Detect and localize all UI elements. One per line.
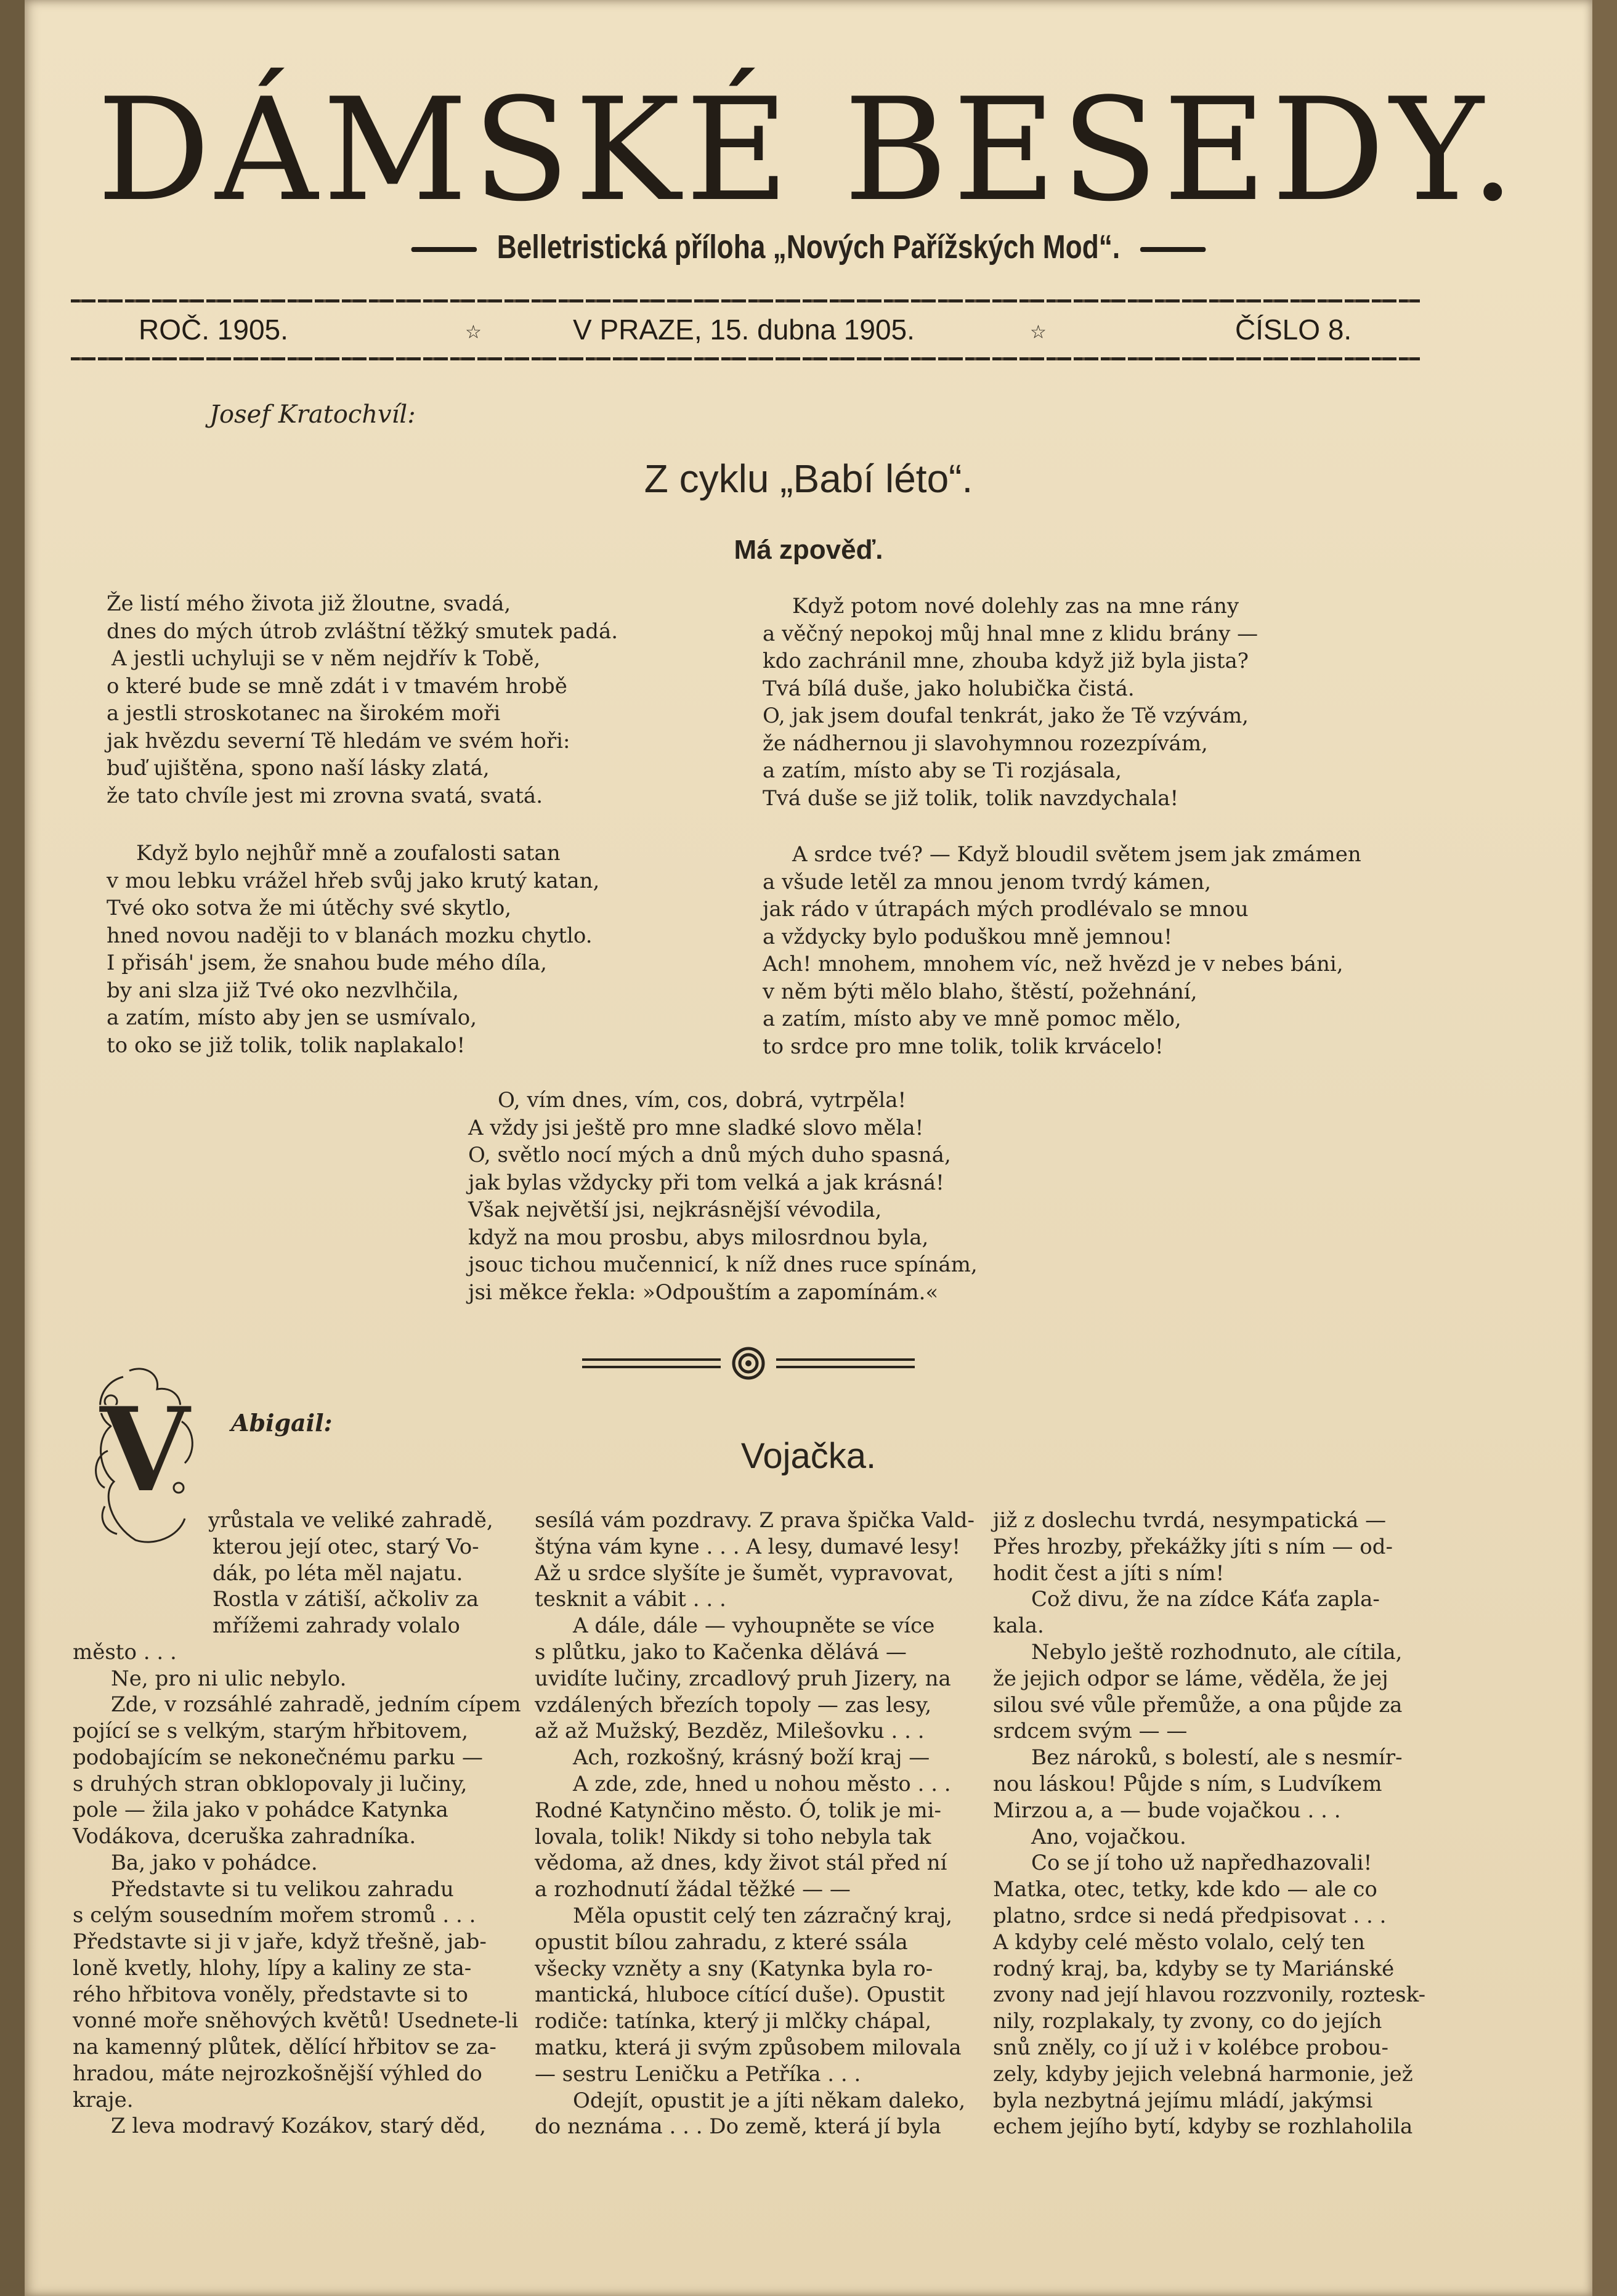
text-line: na kamenný plůtek, dělící hřbitov se za- [73,2035,496,2059]
text-line: Ba, jako v pohádce. [111,1851,318,1875]
text-line: rodný kraj, ba, kdyby se ty Mariánské [993,1956,1395,1981]
text-line: Matka, otec, tetky, kde kdo — ale co [993,1877,1377,1902]
text-line: Bez nároků, s bolestí, ale s nesmír- [1031,1745,1403,1771]
poem-stanza-left-1 [107,590,618,809]
verse-line: o které bude se mně zdát i v tmavém hrobě [107,673,567,699]
text-line: podobajícím se nekonečnému parku — [73,1745,483,1770]
story-column-2 [535,1507,975,2140]
text-line: Z leva modravý Kozákov, starý děd, [111,2114,487,2138]
verse-line: O, jak jsem doufal tenkrát, jako že Tě vzývám, [763,704,1249,728]
verse-line: jsouc tichou mučennicí, k níž dnes ruce spínám, [468,1252,978,1277]
text-line: dák, po léta měl najatu. [213,1561,463,1586]
poem-stanza-right-1 [763,593,1258,812]
text-line: štýna vám kyne . . . A lesy, dumavé lesy! [535,1534,961,1559]
section-divider-ornament [582,1345,915,1382]
issue-year: ROČ. 1905. [139,314,288,346]
top-divider [71,299,1420,302]
verse-line: jak hvězdu severní Tě hledám ve svém hoři: [107,728,570,753]
text-line: A kdyby celé město volalo, celý ten [993,1929,1365,1955]
text-line: sesílá vám pozdravy. Z prava špička Vald- [535,1508,975,1533]
text-line: matku, která ji svým způsobem milovala [535,2035,962,2060]
verse-line: a všude letěl za mnou jenom tvrdý kámen, [763,869,1212,894]
verse-line: v něm býti mělo blaho, štěstí, požehnání, [763,979,1198,1004]
poem-stanza-left-2 [107,840,599,1059]
text-line: hodit čest a jíti s ním! [993,1560,1225,1586]
text-line: tesknit a vábit . . . [535,1587,726,1612]
issue-info-row [0,313,1617,350]
verse-line: a zatím, místo aby se Ti rozjásala, [763,758,1122,783]
text-line: Což divu, že na zídce Káťa zapla- [1031,1587,1380,1612]
text-line: srdcem svým — — [993,1719,1188,1744]
verse-line: hned novou naději to v blanách mozku chytlo. [107,923,593,948]
poem-stanza-right-2 [763,841,1361,1060]
text-line: vědoma, až dnes, kdy život stál před ní [535,1851,947,1876]
story-title: Vojačka. [740,1436,877,1476]
masthead-subtitle: Belletristická příloha „Nových Pařížských Mod“. [496,229,1121,266]
text-line: vonné moře sněhových květů! Usednete-li [73,2008,519,2033]
text-line: Představte si tu velikou zahradu [111,1877,454,1902]
dropcap-letter: V [99,1381,190,1519]
verse-line: O, vím dnes, vím, cos, dobrá, vytrpěla! [498,1088,907,1113]
verse-line: I přisáh' jsem, že snahou bude mého díla, [107,951,547,975]
verse-line: když na mou prosbu, abys milosrdnou byla, [468,1225,929,1250]
text-line: loně kvetly, hlohy, lípy a kaliny ze sta- [73,1956,472,1981]
left-dash-ornament [411,247,477,252]
right-dash-ornament [1140,247,1206,252]
text-line: všecky vzněty a sny (Katynka byla ro- [535,1956,933,1981]
text-line: Vodákova, dceruška zahradníka. [73,1824,416,1849]
poem-title: Z cyklu „Babí léto“. [644,456,973,501]
verse-line: Když bylo nejhůř mně a zoufalosti satan [136,841,561,866]
text-line: kala. [993,1613,1044,1639]
verse-line: A srdce tvé? — Když bloudil světem jsem jak zmámen [792,842,1361,867]
text-line: kraje. [73,2088,134,2112]
text-line: kterou její otec, starý Vo- [213,1535,479,1559]
text-line: opustit bílou zahradu, z které ssála [535,1929,908,1955]
text-line: s druhých stran obklopovaly ji lučiny, [73,1772,468,1796]
text-line: Mirzou a, a — bude vojačkou . . . [993,1798,1341,1823]
text-line: město . . . [73,1640,177,1665]
text-line: A zde, zde, hned u nohou město . . . [573,1771,951,1796]
verse-line: to oko se již tolik, tolik naplakalo! [107,1032,466,1058]
text-line: Odejít, opustit je a jíti někam daleko, [573,2088,966,2113]
star-icon: ☆ [465,322,482,343]
poem-stanza-center [468,1087,978,1306]
text-line: Co se jí toho už napředhazovali! [1031,1851,1372,1876]
text-line: již z doslechu tvrdá, nesympatická — [993,1508,1387,1533]
text-line: že jejich odpor se láme, věděla, že jej [993,1666,1388,1691]
verse-line: že tato chvíle jest mi zrovna svatá, svatá. [107,783,543,808]
verse-line: A vždy jsi ještě pro mne sladké slovo měla! [468,1115,924,1140]
story-author: Abigail: [231,1409,333,1437]
text-line: yrůstala ve veliké zahradě, [208,1508,493,1533]
text-line: Až u srdce slyšíte je šumět, vypravovat, [535,1560,954,1586]
text-line: uvidíte lučiny, zrcadlový pruh Jizery, na [535,1666,951,1691]
text-line: zvony nad její hlavou rozzvonily, roztesk- [993,1982,1426,2008]
text-line: hradou, máte nejrozkošnější výhled do [73,2061,482,2086]
text-line: rodiče: tatínka, který ji mlčky chápal, [535,2009,932,2034]
text-line: Zde, v rozsáhlé zahradě, jedním cípem [111,1692,521,1717]
verse-line: Tvé oko sotva že mi útěchy své skytlo, [107,896,512,920]
text-line: Ach, rozkošný, krásný boží kraj — [573,1745,930,1771]
verse-line: a zatím, místo aby jen se usmívalo, [107,1005,477,1030]
text-line: snů zněly, co jí už i v kolébce probou- [993,2035,1388,2060]
text-line: do neznáma . . . Do země, která jí byla [535,2114,941,2140]
verse-line: a vždycky bylo poduškou mně jemnou! [763,924,1172,949]
verse-line: Ach! mnohem, mnohem víc, než hvězd je v nebes báni, [763,952,1343,976]
text-line: a rozhodnutí žádal těžké — — [535,1877,851,1902]
verse-line: dnes do mých útrob zvláštní těžký smutek padá. [107,619,618,644]
verse-line: a věčný nepokoj můj hnal mne z klidu brány — [763,621,1258,646]
text-line: Ne, pro ni ulic nebylo. [111,1666,347,1691]
text-line: pojící se s velkým, starým hřbitovem, [73,1719,469,1743]
text-line: Rostla v zátiší, ačkoliv za [213,1587,479,1612]
text-line: Nebylo ještě rozhodnuto, ale cítila, [1031,1639,1403,1665]
text-line: až až Mužský, Bezděz, Milešovku . . . [535,1719,925,1744]
text-line: Představte si ji v jaře, když třešně, jab- [73,1929,487,1954]
text-line: nou láskou! Půjde s ním, s Ludvíkem [993,1771,1382,1796]
bottom-divider [71,357,1420,360]
text-line: nily, rozplakaly, ty zvony, co do jejích [993,2009,1382,2034]
verse-line: Že listí mého života již žloutne, svadá, [107,591,511,616]
masthead-title: DÁMSKÉ BESEDY. [97,68,1520,233]
verse-line: O, světlo nocí mých a dnů mých duho spasná, [468,1143,951,1167]
verse-line: jak bylas vždycky při tom velká a jak krásná! [468,1170,944,1195]
text-line: pole — žila jako v pohádce Katynka [73,1798,448,1822]
text-line: mantická, hluboce cítící duše). Opustit [535,1982,945,2008]
text-line: s plůtku, jako to Kačenka dělává — [535,1639,907,1665]
star-icon: ☆ [1030,322,1047,343]
verse-line: buď ujištěna, spono naší lásky zlatá, [107,756,490,781]
issue-place-date: V PRAZE, 15. dubna 1905. [573,314,915,346]
text-line: Ano, vojačkou. [1031,1824,1186,1849]
story-column-3 [993,1507,1425,2140]
text-line: s celým sousedním mořem stromů . . . [73,1903,476,1928]
poem-author: Josef Kratochvíl: [209,400,416,429]
masthead-subtitle-row [145,228,1472,266]
text-line: mřížemi zahrady volalo [213,1613,460,1638]
text-line: Rodné Katynčino město. Ó, tolik je mi- [535,1798,942,1823]
verse-line: Však největší jsi, nejkrásnější vévodila, [468,1198,882,1222]
verse-line: Tvá bílá duše, jako holubička čistá. [763,676,1135,701]
text-line: echem jejího bytí, kdyby se rozhlaholila [993,2114,1413,2140]
poem-subtitle: Má zpověď. [734,535,883,565]
issue-number: ČÍSLO 8. [1235,314,1352,346]
text-line: rého hřbitova voněly, představte si to [73,1982,468,2007]
text-line: vzdálených březích topoly — zas lesy, [535,1692,932,1718]
verse-line: A jestli uchyluji se v něm nejdřív k Tobě, [111,646,541,671]
text-line: byla nezbytná jejímu mládí, jakýmsi [993,2088,1373,2113]
verse-line: to srdce pro mne tolik, tolik krvácelo! [763,1034,1164,1059]
verse-line: a zatím, místo aby ve mně pomoc mělo, [763,1007,1181,1031]
text-line: A dále, dále — vyhoupněte se více [573,1613,935,1639]
text-line: Přes hrozby, překážky jíti s ním — od- [993,1534,1393,1559]
text-line: — sestru Leničku a Petříka . . . [535,2061,861,2087]
text-line: Měla opustit celý ten zázračný kraj, [573,1903,953,1928]
verse-line: Tvá duše se již tolik, tolik navzdychala! [763,785,1179,811]
verse-line: jak rádo v útrapách mých prodlévalo se mnou [763,897,1249,922]
text-line: silou své vůle přemůže, a ona půjde za [993,1692,1403,1718]
text-line: zely, kdyby jejich velebná harmonie, jež [993,2061,1413,2087]
verse-line: v mou lebku vrážel hřeb svůj jako krutý katan, [107,868,600,893]
verse-line: by ani slza již Tvé oko nezvlhčila, [107,978,460,1003]
text-line: lovala, tolik! Nikdy si toho nebyla tak [535,1824,931,1849]
verse-line: jsi měkce řekla: »Odpouštím a zapomínám.« [468,1280,939,1305]
verse-line: Když potom nové dolehly zas na mne rány [792,594,1239,619]
verse-line: že nádhernou ji slavohymnou rozezpívám, [763,731,1208,756]
text-line: platno, srdce si nedá předpisovat . . . [993,1903,1387,1928]
verse-line: kdo zachránil mne, zhouba když již byla jista? [763,649,1249,673]
verse-line: a jestli stroskotanec na širokém moři [107,701,501,726]
